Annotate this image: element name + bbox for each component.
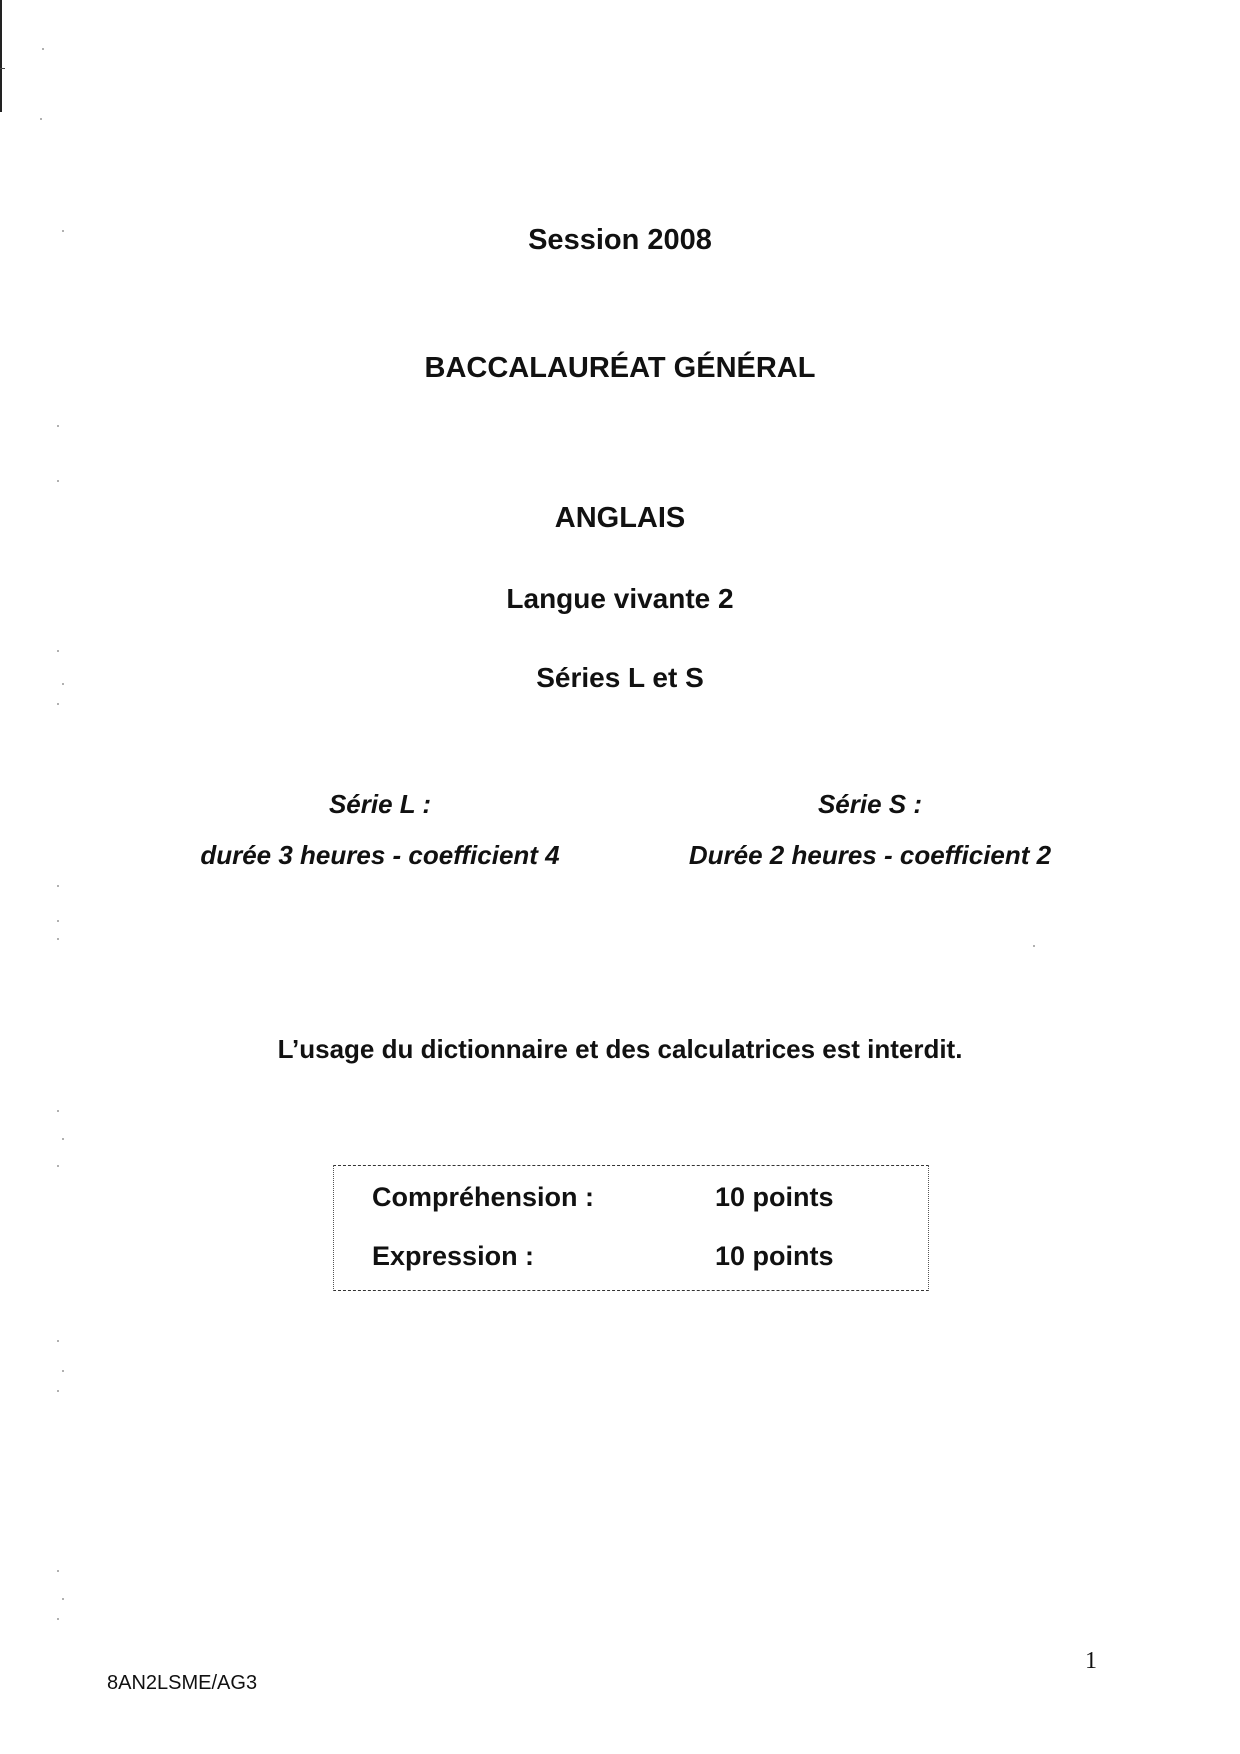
exam-title: BACCALAURÉAT GÉNÉRAL [424, 352, 816, 384]
margin-dot [57, 920, 59, 922]
margin-dot [57, 1570, 59, 1572]
document-code: 8AN2LSME/AG3 [107, 1672, 258, 1694]
series-l-title: Série L : [328, 789, 432, 819]
points-label: Compréhension : [372, 1182, 595, 1212]
scan-left-tick [0, 68, 5, 69]
points-value: 10 points [715, 1241, 834, 1271]
margin-dot [1033, 945, 1035, 947]
margin-dot [57, 480, 59, 482]
usage-notice: L’usage du dictionnaire et des calculatrices est interdit. [277, 1034, 963, 1064]
margin-dot [57, 1618, 59, 1620]
margin-dot [57, 425, 59, 427]
margin-dot [57, 938, 59, 940]
language-level: Langue vivante 2 [506, 583, 734, 614]
margin-dot [57, 1165, 59, 1167]
points-box [333, 1165, 929, 1291]
points-value: 10 points [715, 1182, 834, 1212]
series-s-title: Série S : [817, 789, 923, 819]
series-heading: Séries L et S [536, 662, 704, 693]
margin-dot [57, 885, 59, 887]
points-label: Expression : [372, 1241, 535, 1271]
margin-dot [57, 1390, 59, 1392]
series-s-duration: Durée 2 heures - coefficient 2 [688, 840, 1052, 870]
margin-dot [57, 650, 59, 652]
page-number: 1 [1085, 1648, 1097, 1674]
margin-dot [62, 1138, 64, 1140]
margin-dot [62, 1598, 64, 1600]
margin-dot [57, 1110, 59, 1112]
session-title: Session 2008 [528, 224, 712, 256]
margin-dot [62, 1370, 64, 1372]
series-s-block [640, 789, 1100, 871]
margin-dot [40, 118, 42, 120]
scan-left-edge [0, 0, 2, 112]
margin-dot [42, 48, 44, 50]
subject-title: ANGLAIS [554, 502, 686, 534]
series-l-block [160, 789, 600, 871]
margin-dot [57, 703, 59, 705]
margin-dot [57, 1340, 59, 1342]
series-l-duration: durée 3 heures - coefficient 4 [200, 840, 560, 870]
